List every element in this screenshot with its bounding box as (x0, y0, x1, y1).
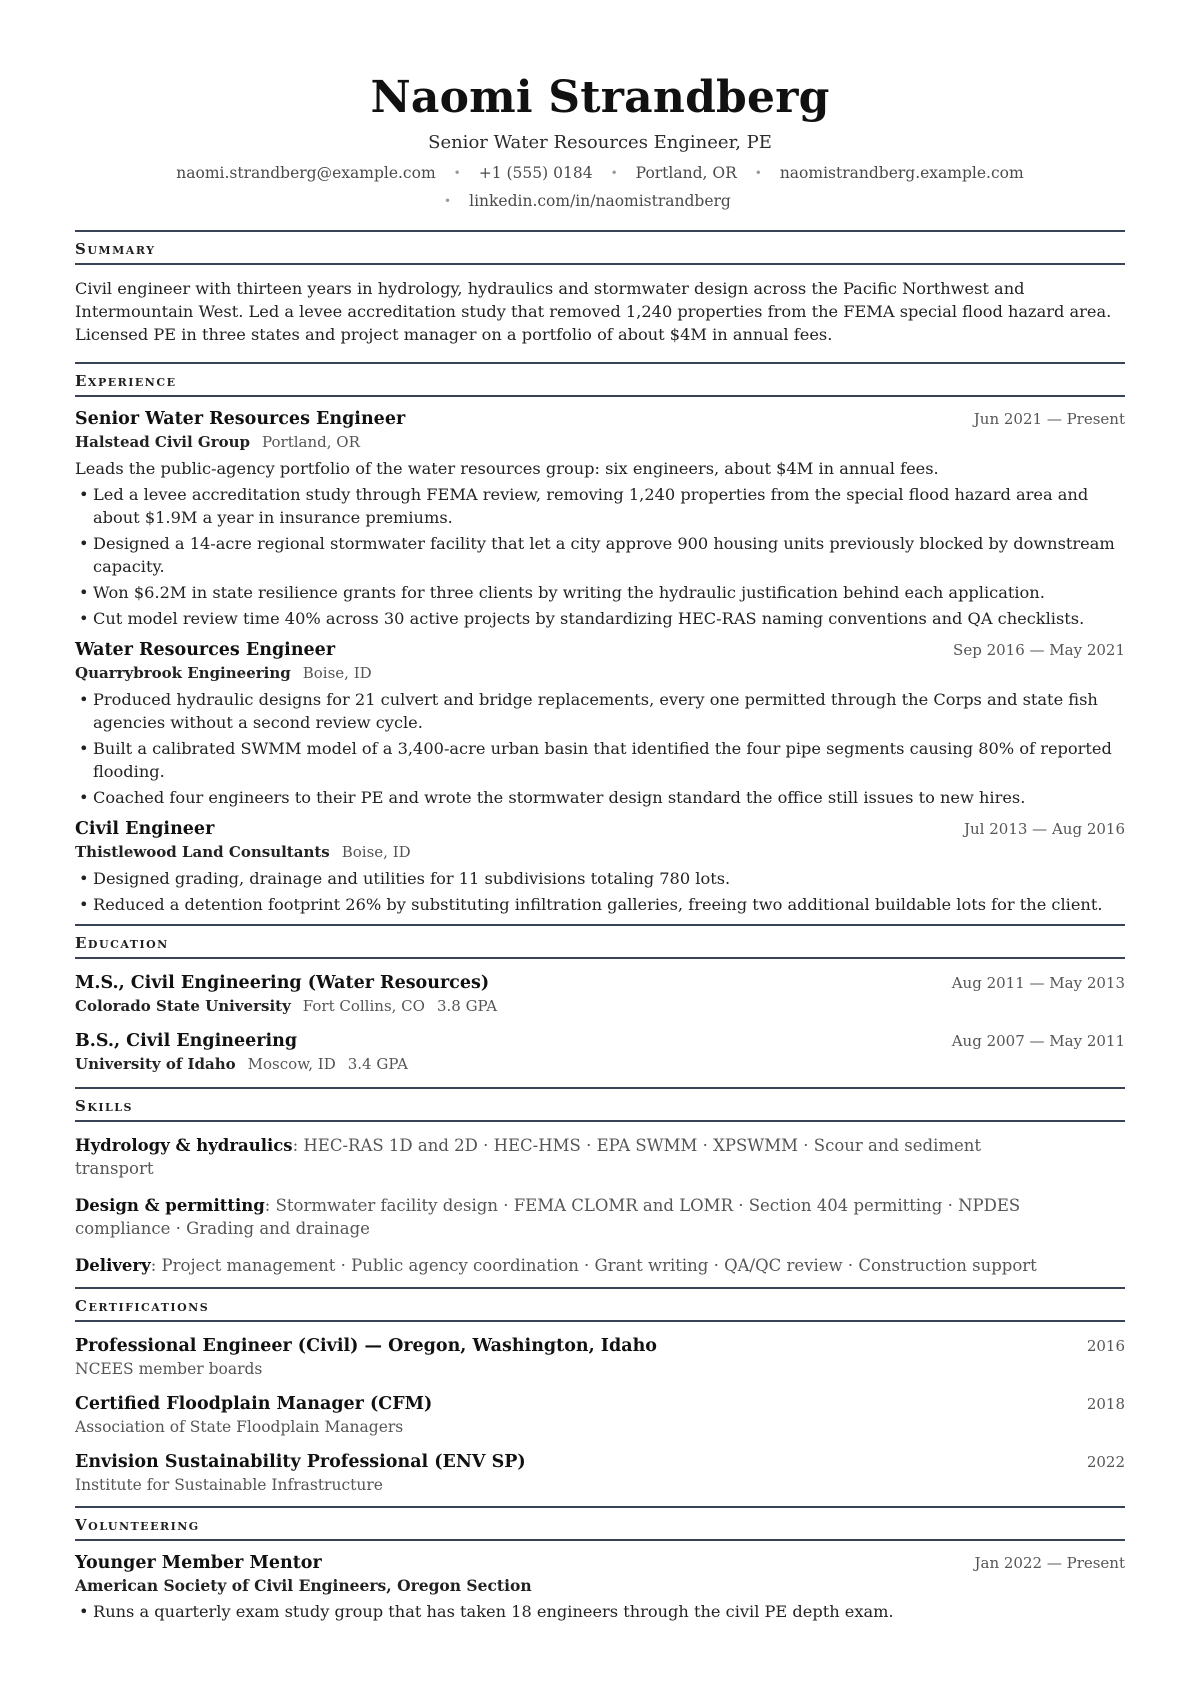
separator-dot: • (444, 194, 452, 208)
separator-dot: • (610, 166, 618, 180)
job-dates: Jul 2013 — Aug 2016 (964, 820, 1125, 838)
skill-category: Design & permitting (75, 1196, 265, 1215)
degree-name: M.S., Civil Engineering (Water Resources) (75, 973, 490, 993)
job-entry (75, 817, 1125, 916)
skill-items: : Stormwater facility design · FEMA CLOMR and LOMR · Section 404 permitting · NPDES compliance · Grading and drainage (75, 1196, 1021, 1238)
bullet-item: • Cut model review time 40% across 30 active projects by standardizing HEC-RAS naming conventions and QA checklists. (75, 607, 1125, 630)
education-section (75, 924, 1125, 1075)
volunteer-role: Younger Member Mentor (75, 1553, 322, 1573)
job-location: Boise, ID (341, 843, 411, 861)
bullet-item: • Built a calibrated SWMM model of a 3,400-acre urban basin that identified the four pipe segments causing 80% of reported flooding. (75, 737, 1125, 783)
bullet-item: • Won $6.2M in state resilience grants for three clients by writing the hydraulic justification behind each application. (75, 581, 1125, 604)
bullet-item: • Reduced a detention footprint 26% by substituting infiltration galleries, freeing two additional buildable lots for the client. (75, 893, 1125, 916)
company-name: Halstead Civil Group (75, 433, 251, 451)
certification-name: Professional Engineer (Civil) — Oregon, Washington, Idaho (75, 1336, 657, 1356)
school-location: Moscow, ID (247, 1055, 336, 1073)
education-entry (75, 1029, 1125, 1075)
company-name: Thistlewood Land Consultants (75, 843, 330, 861)
candidate-title: Senior Water Resources Engineer, PE (428, 132, 772, 153)
section-heading: Volunteering (75, 1506, 1125, 1541)
contact-info (75, 160, 1125, 216)
volunteer-dates: Jan 2022 — Present (974, 1554, 1125, 1572)
bullet-item: • Produced hydraulic designs for 21 culvert and bridge replacements, every one permitted through the Corps and state fish agencies without a second review cycle. (75, 688, 1125, 734)
degree-name: B.S., Civil Engineering (75, 1031, 298, 1051)
skill-group (75, 1134, 1125, 1180)
section-heading: Experience (75, 362, 1125, 397)
job-description: Leads the public-agency portfolio of the water resources group: six engineers, about $4M in annual fees. (75, 459, 939, 478)
section-heading: Education (75, 924, 1125, 959)
job-bullets (75, 867, 1125, 916)
school-name: Colorado State University (75, 997, 291, 1015)
job-location: Boise, ID (302, 664, 372, 682)
bullet-item: • Designed a 14-acre regional stormwater facility that let a city approve 900 housing units previously blocked by downstream capacity. (75, 532, 1125, 578)
bullet-item: • Runs a quarterly exam study group that has taken 18 engineers through the civil PE depth exam. (75, 1600, 1125, 1623)
skill-category: Hydrology & hydraulics (75, 1136, 293, 1155)
skill-category: Delivery (75, 1256, 151, 1275)
section-heading: Certifications (75, 1287, 1125, 1322)
job-dates: Sep 2016 — May 2021 (953, 641, 1125, 659)
candidate-name: Naomi Strandberg (370, 72, 830, 123)
job-entry (75, 638, 1125, 809)
contact-line-2 (75, 188, 1125, 216)
job-title: Senior Water Resources Engineer (75, 409, 406, 429)
school-name: University of Idaho (75, 1055, 236, 1073)
job-bullets (75, 688, 1125, 809)
skill-items: : HEC-RAS 1D and 2D · HEC-HMS · EPA SWMM · XPSWMM · Scour and sediment transport (75, 1136, 982, 1178)
separator-dot: • (453, 166, 461, 180)
volunteer-entry (75, 1551, 1125, 1623)
certification-issuer: NCEES member boards (75, 1360, 263, 1378)
school-location: Fort Collins, CO (302, 997, 425, 1015)
skills-section (75, 1087, 1125, 1277)
separator-dot: • (754, 166, 762, 180)
certification-name: Envision Sustainability Professional (ENV SP) (75, 1452, 526, 1472)
job-entry (75, 407, 1125, 630)
skill-items: : Project management · Public agency coordination · Grant writing · QA/QC review · Construction support (150, 1256, 1037, 1275)
gpa-text: 3.4 GPA (347, 1055, 408, 1073)
gpa-text: 3.8 GPA (436, 997, 498, 1015)
section-heading: Skills (75, 1087, 1125, 1122)
job-dates: Jun 2021 — Present (973, 410, 1125, 428)
certification-entry (75, 1392, 1125, 1438)
resume-header (75, 68, 1125, 216)
phone-number[interactable]: +1 (555) 0184 (478, 164, 593, 182)
company-name: Quarrybrook Engineering (75, 664, 291, 682)
volunteer-bullets (75, 1600, 1125, 1623)
certification-year: 2016 (1086, 1337, 1125, 1355)
education-entry (75, 971, 1125, 1017)
certification-issuer: Association of State Floodplain Managers (75, 1418, 404, 1436)
linkedin-link[interactable]: linkedin.com/in/naomistrandberg (469, 192, 731, 210)
bullet-item: • Coached four engineers to their PE and wrote the stormwater design standard the office still issues to new hires. (75, 786, 1125, 809)
summary-text: Civil engineer with thirteen years in hydrology, hydraulics and stormwater design across the Pacific Northwest and Intermountain West. Led a levee accreditation study that removed 1,240 properties from the FEMA special flood hazard area. Licensed PE in three states and project manager on a portfolio of about $4M in annual fees. (75, 279, 1112, 344)
volunteering-section (75, 1506, 1125, 1623)
volunteer-organization: American Society of Civil Engineers, Oregon Section (75, 1576, 532, 1595)
certification-year: 2018 (1086, 1395, 1125, 1413)
certification-name: Certified Floodplain Manager (CFM) (75, 1394, 433, 1414)
location-text: Portland, OR (635, 164, 737, 182)
job-title: Civil Engineer (75, 819, 215, 839)
skill-group (75, 1194, 1125, 1240)
job-bullets (75, 483, 1125, 630)
email-link[interactable]: naomi.strandberg@example.com (176, 164, 436, 182)
section-heading: Summary (75, 230, 1125, 265)
bullet-item: • Designed grading, drainage and utilities for 11 subdivisions totaling 780 lots. (75, 867, 1125, 890)
certification-entry (75, 1334, 1125, 1380)
certification-issuer: Institute for Sustainable Infrastructure (75, 1476, 383, 1494)
education-dates: Aug 2011 — May 2013 (951, 974, 1125, 992)
certification-entry (75, 1450, 1125, 1496)
website-link[interactable]: naomistrandberg.example.com (779, 164, 1024, 182)
skill-group (75, 1254, 1125, 1277)
job-title: Water Resources Engineer (75, 640, 336, 660)
experience-section (75, 362, 1125, 916)
job-location: Portland, OR (262, 433, 360, 451)
certification-year: 2022 (1086, 1453, 1125, 1471)
bullet-item: • Led a levee accreditation study through FEMA review, removing 1,240 properties from the special flood hazard area and about $1.9M a year in insurance premiums. (75, 483, 1125, 529)
education-dates: Aug 2007 — May 2011 (951, 1032, 1125, 1050)
certifications-section (75, 1287, 1125, 1496)
summary-section (75, 230, 1125, 346)
